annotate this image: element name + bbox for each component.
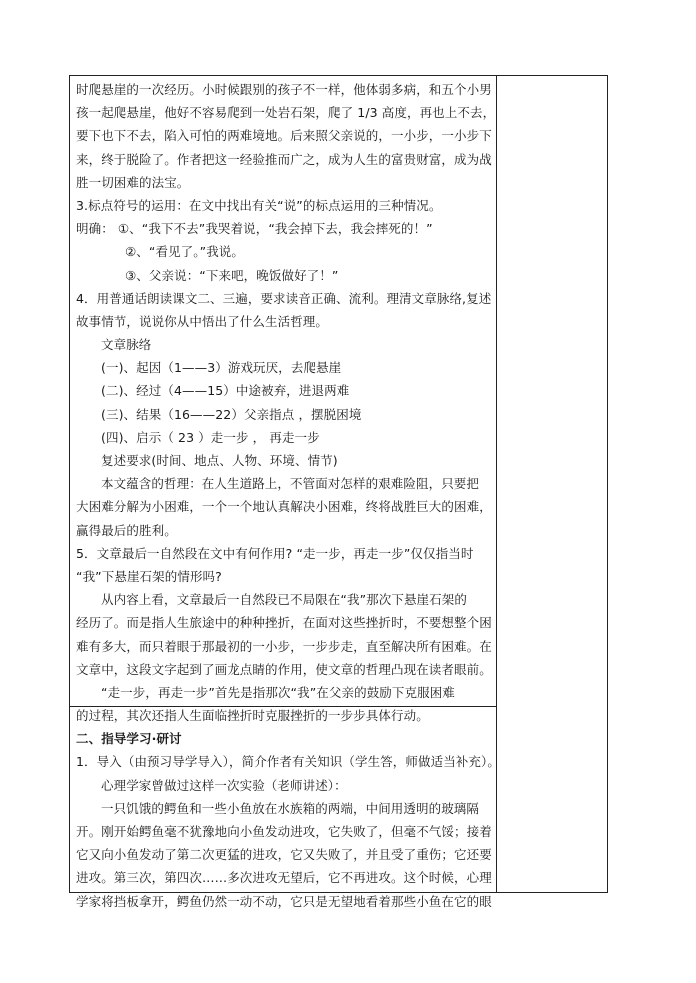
text-line: 开。刚开始鳄鱼毫不犹豫地向小鱼发动进攻，它失败了，但毫不气馁；接着 (76, 824, 492, 839)
answer-line: ③、父亲说：“下来吧，晚饭做好了！” (125, 267, 339, 283)
outline-item: (四)、启示（ 23 ）走一步 ， 再走一步 (101, 429, 320, 445)
lesson-content (76, 78, 500, 913)
text-line: 进攻。第三次，第四次……多次进攻无望后，它不再进攻。这个时候，心理 (76, 870, 492, 886)
answer-line: 明确： ①、“我下不去”我哭着说，“我会掉下去，我会摔死的！” (76, 221, 433, 237)
notes-column (497, 76, 607, 892)
text-line: 经历了。而是指人生旅途中的种种挫折，在面对这些挫折时，不要想整个困 (76, 615, 492, 631)
text-line: 的过程，其次还指人生面临挫折时克服挫折的一步步具体行动。 (76, 708, 429, 724)
text-line: 故事情节，说说你从中悟出了什么生活哲理。 (76, 313, 329, 329)
question-5: 5．文章最后一自然段在文中有何作用? “走一步，再走一步”仅仅指当时 (76, 545, 474, 561)
text-line: 一只饥饿的鳄鱼和一些小鱼放在水族箱的两端，中间用透明的玻璃隔 (101, 800, 480, 816)
section-heading: 二、指导学习·研讨 (76, 731, 182, 747)
text-line: 学家将挡板拿开，鳄鱼仍然一动不动，它只是无望地看着那些小鱼在它的眼 (76, 893, 492, 909)
outline-item: (一)、起因（1——3）游戏玩厌，去爬悬崖 (101, 360, 342, 376)
answer-line: ②、“看见了。”我说。 (125, 244, 245, 260)
text-line: “走一步，再走一步”首先是指那次“我”在父亲的鼓励下克服困难 (101, 684, 455, 700)
text-line: “我”下悬崖石架的情形吗? (76, 568, 222, 584)
text-line: 胜一切困难的法宝。 (76, 174, 190, 190)
outline-heading: 文章脉络 (101, 337, 152, 353)
text-line: 难有多大，而只着眼于那最初的一小步，一步步走，直至解决所有困难。在 (76, 638, 492, 654)
text-line: 孩一起爬悬崖，他好不容易爬到一处岩石架，爬了 1/3 高度，再也上不去， (76, 105, 496, 121)
outline-item: 复述要求(时间、地点、人物、环境、情节) (101, 453, 338, 468)
text-line: 它又向小鱼发动了第二次更猛的进攻，它又失败了，并且受了重伤；它还要 (76, 847, 492, 863)
text-line: 要下也下不去，陷入可怕的两难境地。后来照父亲说的，一小步，一小步下 (76, 128, 492, 144)
text-line: 从内容上看，文章最后一自然段已不局限在“我”那次下悬崖石架的 (101, 592, 467, 608)
text-line: 1．导入（由预习导学导入），简介作者有关知识（学生答，师做适当补充）。 (76, 754, 500, 770)
text-line: 赢得最后的胜利。 (76, 522, 177, 538)
question-4: 4．用普通话朗读课文二、三遍，要求读音正确、流利。理清文章脉络,复述 (76, 290, 492, 306)
text-line: 本文蕴含的哲理：在人生道路上，不管面对怎样的艰难险阻，只要把 (101, 476, 480, 492)
text-line: 大困难分解为小困难，一个一个地认真解决小困难，终将战胜巨大的困难， (76, 499, 492, 515)
text-line: 文章中，这段文字起到了画龙点睛的作用，使文章的哲理凸现在读者眼前。 (76, 661, 492, 677)
text-line: 来，终于脱险了。作者把这一经验推而广之，成为人生的富贵财富，成为战 (76, 151, 492, 167)
question-3: 3.标点符号的运用：在文中找出有关“说”的标点运用的三种情况。 (76, 197, 442, 213)
text-line: 心理学家曾做过这样一次实验（老师讲述）： (101, 777, 347, 793)
outline-item: (二)、经过（4——15）中途被弃，进退两难 (101, 383, 350, 399)
text-line: 时爬悬崖的一次经历。小时候跟别的孩子不一样，他体弱多病，和五个小男 (76, 82, 492, 97)
outline-item: (三)、结果（16——22）父亲指点 ，摆脱困境 (101, 406, 362, 422)
